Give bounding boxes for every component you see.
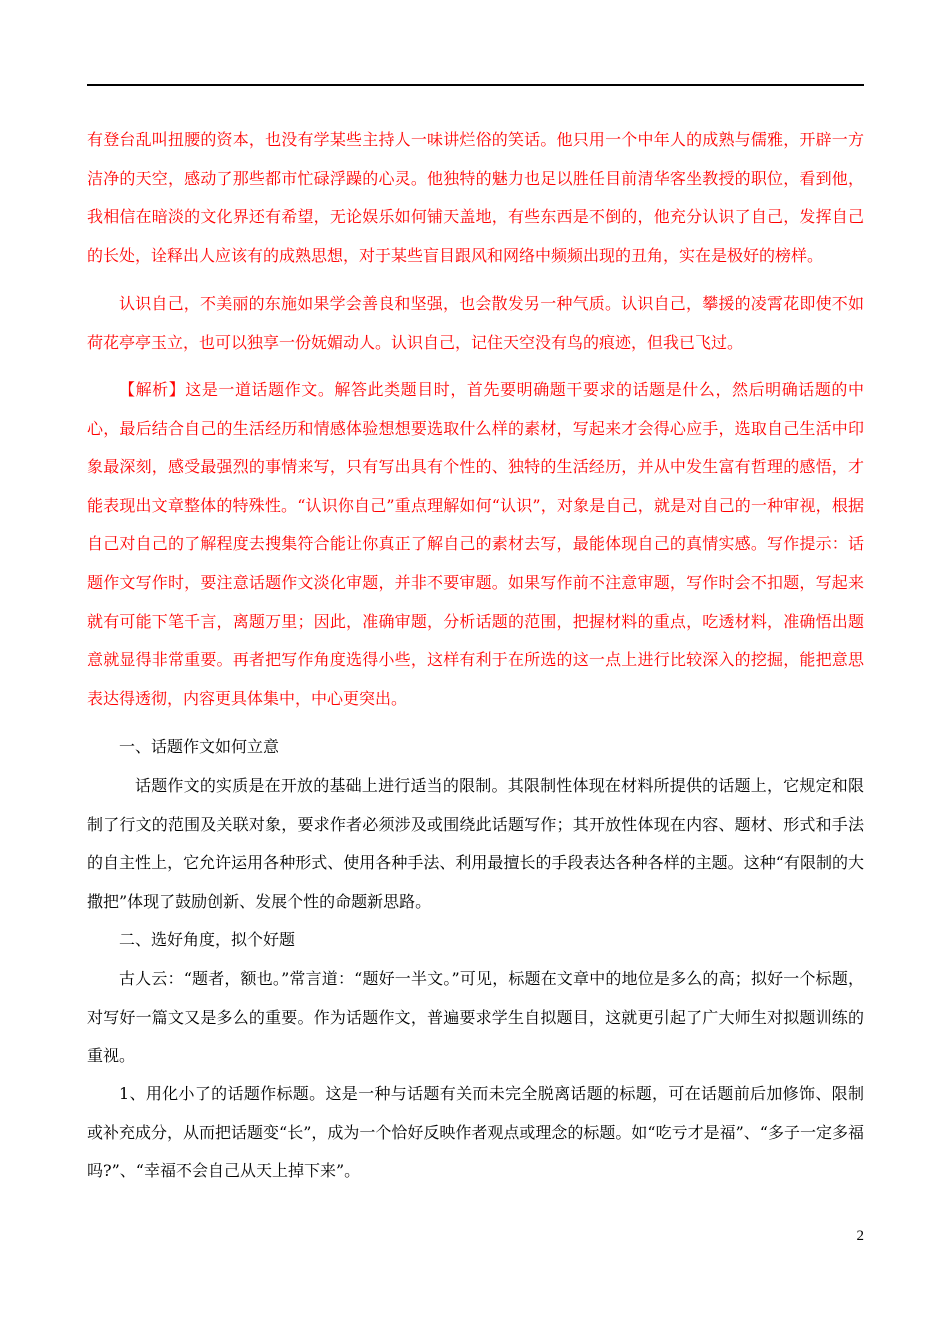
section-heading-1: 一、话题作文如何立意 <box>119 737 280 756</box>
paragraph-method-1: 1、用化小了的话题作标题。这是一种与话题有关而未完全脱离话题的标题，可在话题前后加修饰、限制或补充成分，从而把话题变“长”，成为一个恰好反映作者观点或理念的标题。如“吃亏才是福”、“多子一定多福吗?”、“幸福不会自己从天上掉下来”。 <box>87 1084 864 1181</box>
paragraph-topic-essay-nature: 话题作文的实质是在开放的基础上进行适当的限制。其限制性体现在材料所提供的话题上，它规定和限制了行文的范围及关联对象，要求作者必须涉及或围绕此话题写作；其开放性体现在内容、题材、形式和手法的自主性上，它允许运用各种形式、使用各种手法、利用最擅长的手段表达各种各样的主题。这种“有限制的大撒把”体现了鼓励创新、发展个性的命题新思路。 <box>87 776 864 911</box>
paragraph-essay-continuation: 有登台乱叫扭腰的资本，也没有学某些主持人一味讲烂俗的笑话。他只用一个中年人的成熟与儒雅，开辟一方洁净的天空，感动了那些都市忙碌浮躁的心灵。他独特的魅力也足以胜任目前清华客坐教授的职位，看到他，我相信在暗淡的文化界还有希望，无论娱乐如何铺天盖地，有些东西是不倒的，他充分认识了自己，发挥自己的长处，诠释出人应该有的成熟思想，对于某些盲目跟风和网络中频频出现的丑角，实在是极好的榜样。 <box>87 130 864 265</box>
page-number: 2 <box>856 1228 864 1244</box>
paragraph-analysis: 【解析】这是一道话题作文。解答此类题目时，首先要明确题干要求的话题是什么，然后明确话题的中心，最后结合自己的生活经历和情感体验想想要选取什么样的素材，写起来才会得心应手，选取自己生活中印象最深刻，感受最强烈的事情来写，只有写出具有个性的、独特的生活经历，并从中发生富有哲理的感悟，才能表现出文章整体的特殊性。“认识你自己”重点理解如何“认识”，对象是自己，就是对自己的一种审视，根据自己对自己的了解程度去搜集符合能让你真正了解自己的素材去写，最能体现自己的真情实感。写作提示：话题作文写作时，要注意话题作文淡化审题，并非不要审题。如果写作前不注意审题，写作时会不扣题，写起来就有可能下笔千言，离题万里；因此，准确审题，分析话题的范围，把握材料的重点，吃透材料，准确悟出题意就显得非常重要。再者把写作角度选得小些，这样有利于在所选的这一点上进行比较深入的挖掘，能把意思表达得透彻，内容更具体集中，中心更突出。 <box>87 380 864 708</box>
paragraph-title-importance: 古人云：“题者，额也。”常言道：“题好一半文。”可见，标题在文章中的地位是多么的高；拟好一个标题，对写好一篇文又是多么的重要。作为话题作文，普遍要求学生自拟题目，这就更引起了广大师生对拟题训练的重视。 <box>87 969 864 1066</box>
paragraph-essay-conclusion: 认识自己，不美丽的东施如果学会善良和坚强，也会散发另一种气质。认识自己，攀援的凌霄花即使不如荷花亭亭玉立，也可以独享一份妩媚动人。认识自己，记住天空没有鸟的痕迹，但我已飞过。 <box>87 294 864 352</box>
header-rule <box>87 84 864 86</box>
section-heading-2: 二、选好角度，拟个好题 <box>119 930 296 949</box>
